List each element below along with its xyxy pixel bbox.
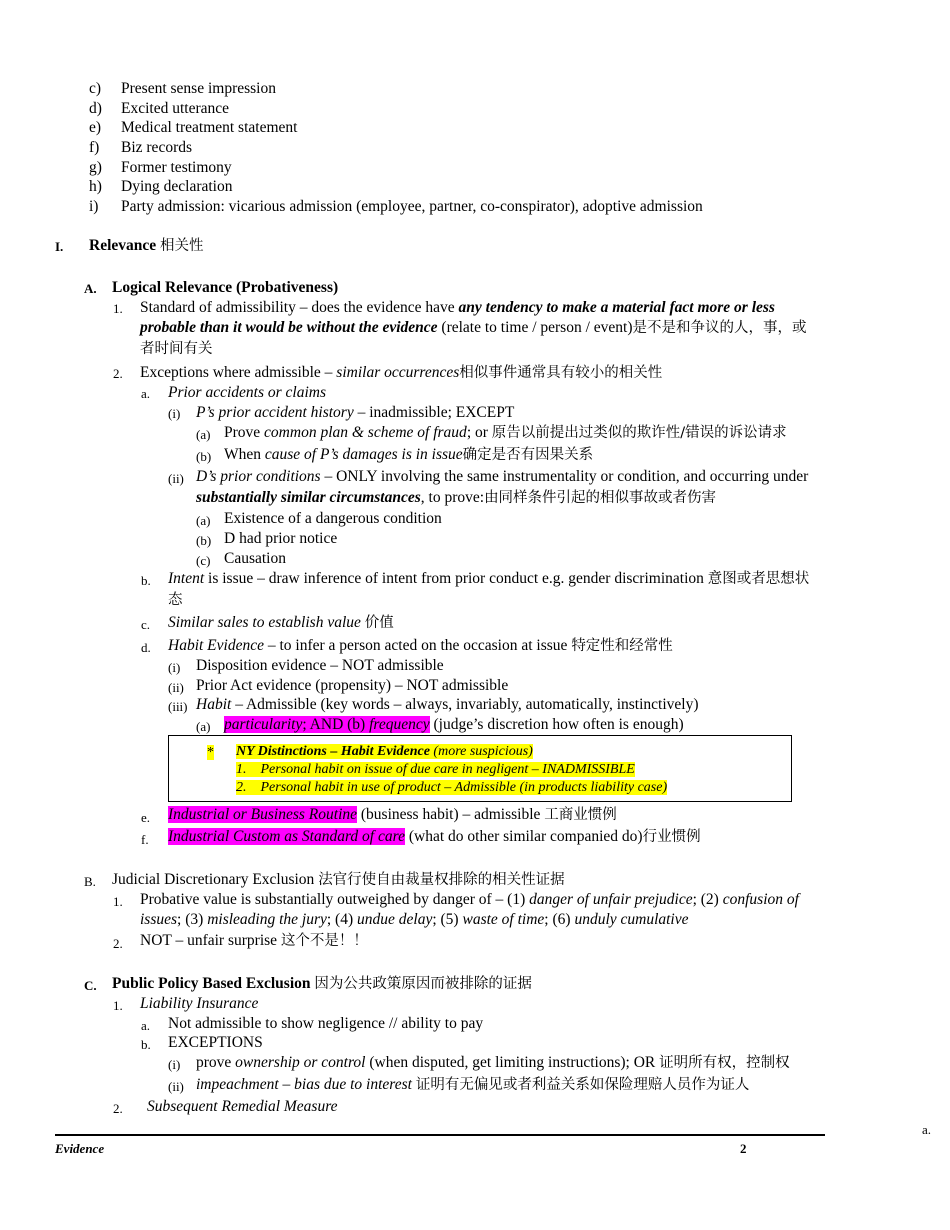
text: is issue – draw inference of intent from prior conduct e.g. gender discrimination: [204, 570, 708, 587]
paragraph-line: [140, 320, 807, 336]
list-marker: i): [89, 198, 99, 215]
text: NOT – unfair surprise: [140, 932, 281, 949]
list-marker: (a): [196, 719, 211, 734]
paragraph-line: Probative value is substantially outweighed by danger of – (1) danger of unfair prejudice; (2) confusion of: [140, 891, 799, 908]
subsection-marker: C.: [84, 978, 97, 993]
list-item: Causation: [224, 550, 286, 567]
list-marker: 1.: [113, 301, 123, 316]
text: – ONLY involving the same instrumentality or condition, and occurring under: [320, 468, 809, 485]
list-item: Former testimony: [121, 159, 232, 176]
list-marker: (iii): [168, 699, 188, 714]
text: ; or: [466, 424, 492, 441]
list-item: [196, 405, 514, 421]
list-item-continued: 态: [168, 592, 183, 608]
box-line: 1. Personal habit on issue of due care in negligent – INADMISSIBLE: [236, 762, 635, 777]
highlighted-term: Industrial Custom as Standard of care: [168, 828, 405, 845]
list-item: Disposition evidence – NOT admissible: [196, 657, 444, 674]
text: Exceptions where admissible –: [140, 364, 337, 381]
text-zh: 工商业惯例: [544, 807, 617, 823]
subsection-title: Logical Relevance (Probativeness): [112, 279, 339, 296]
text: – inadmissible; EXCEPT: [353, 404, 515, 421]
text: ; AND (b): [302, 716, 370, 733]
list-marker: b.: [141, 1037, 151, 1052]
list-marker: (b): [196, 533, 212, 548]
list-item: Present sense impression: [121, 80, 276, 97]
text: – to infer a person acted on the occasion at issue: [263, 637, 572, 654]
list-item: [168, 807, 617, 823]
list-item: Dying declaration: [121, 178, 233, 195]
list-marker: (a): [196, 427, 211, 442]
subsection-title: Public Policy Based Exclusion: [112, 975, 315, 992]
list-marker: d.: [141, 640, 151, 655]
text-zh: 行业惯例: [642, 829, 701, 845]
text: When: [224, 446, 265, 463]
paragraph-line: issues; (3) misleading the jury; (4) undue delay; (5) waste of time; (6) unduly cumulative: [140, 911, 689, 928]
list-marker: b.: [141, 573, 151, 588]
emphasis: Similar sales to establish value: [168, 614, 365, 631]
text: , to prove:: [420, 489, 485, 506]
list-marker: (ii): [168, 471, 184, 486]
text: (judge’s discretion how often is enough): [429, 716, 684, 733]
list-item-continued: [196, 490, 716, 506]
paragraph-line: [140, 365, 662, 381]
list-marker: a.: [141, 386, 151, 401]
box-bullet: *: [207, 745, 214, 760]
list-marker: e): [89, 119, 102, 136]
list-item: [168, 638, 673, 654]
list-item: [224, 447, 593, 463]
list-item: EXCEPTIONS: [168, 1034, 263, 1051]
list-marker: c): [89, 80, 102, 97]
text-zh: 价值: [364, 615, 394, 631]
list-item: [224, 425, 787, 441]
emphasis: Intent: [168, 570, 205, 587]
list-marker: g): [89, 159, 102, 176]
subsection-marker: B.: [84, 874, 96, 889]
list-marker: (i): [168, 406, 181, 421]
emphasis: cause of P’s damages is in issue: [264, 446, 463, 463]
list-item: Medical treatment statement: [121, 119, 298, 136]
emphasis: substantially similar circumstances: [196, 489, 421, 506]
list-item: Excited utterance: [121, 100, 230, 117]
list-marker: 2.: [113, 366, 123, 381]
list-item: [168, 615, 394, 631]
list-marker: f): [89, 139, 100, 156]
section-heading: [89, 238, 204, 254]
text-zh: 相似事件通常具有较小的相关性: [459, 365, 663, 381]
text-zh: 这个不是！！: [280, 933, 368, 949]
list-item: Subsequent Remedial Measure: [147, 1098, 338, 1115]
list-item: Prior accidents or claims: [168, 384, 326, 401]
footer-rule: [55, 1134, 825, 1136]
list-item: [196, 469, 808, 485]
emphasis: probable than it would be without the evidence: [140, 319, 438, 336]
highlighted-term: frequency: [369, 716, 430, 733]
subsection-heading: [112, 976, 532, 992]
list-marker: f.: [141, 832, 149, 847]
list-marker: c.: [141, 617, 151, 632]
emphasis: D’s prior conditions: [196, 468, 321, 485]
list-item: Party admission: vicarious admission (employee, partner, co-conspirator), adoptive admission: [121, 198, 703, 215]
list-marker: e.: [141, 810, 151, 825]
subsection-title: Judicial Discretionary Exclusion: [112, 871, 319, 888]
list-item: Not admissible to show negligence // ability to pay: [168, 1015, 484, 1032]
paragraph-line: [140, 933, 368, 949]
list-marker: (c): [196, 553, 211, 568]
page-number: 2: [740, 1141, 747, 1156]
list-marker: h): [89, 178, 102, 195]
text-zh: 意图或者思想状: [707, 571, 810, 587]
text: Standard of admissibility – does the evidence have: [140, 299, 459, 316]
text-zh: 由同样条件引起的相似事故或者伤害: [484, 490, 717, 506]
text-zh: 确定是否有因果关系: [462, 447, 594, 463]
text-zh: 特定性和经常性: [571, 638, 673, 654]
text: – Admissible (key words – always, invariably, automatically, instinctively): [231, 696, 699, 713]
list-marker: 2.: [113, 936, 123, 951]
box-title: NY Distinctions – Habit Evidence: [236, 744, 430, 759]
emphasis: P’s prior accident history: [196, 404, 354, 421]
list-marker: (b): [196, 449, 212, 464]
list-marker: (ii): [168, 1079, 184, 1094]
highlighted-term: Industrial or Business Routine: [168, 806, 358, 823]
list-item: Liability Insurance: [140, 995, 259, 1012]
list-item: D had prior notice: [224, 530, 338, 547]
emphasis: Habit: [196, 696, 232, 713]
text: (what do other similar companied do): [404, 828, 643, 845]
list-marker: 2.: [113, 1101, 123, 1116]
list-item: Biz records: [121, 139, 193, 156]
subsection-marker: A.: [84, 281, 97, 296]
list-item: [196, 697, 699, 713]
list-marker: (a): [196, 513, 211, 528]
list-marker: 1.: [113, 998, 123, 1013]
list-marker: 1.: [113, 894, 123, 909]
list-item: Existence of a dangerous condition: [224, 510, 442, 527]
list-item: prove ownership or control (when disputed, get limiting instructions); OR 证明所有权，控制权: [196, 1054, 790, 1071]
list-marker: (ii): [168, 680, 184, 695]
text-zh: 原告以前提出过类似的欺诈性/错误的诉讼请求: [491, 425, 787, 441]
section-title-zh: 相关性: [160, 238, 204, 254]
paragraph-line: [140, 300, 775, 316]
subsection-title-zh: 因为公共政策原因而被排除的证据: [314, 976, 532, 992]
box-title-line: [236, 745, 533, 759]
text: Prove: [224, 424, 265, 441]
text: (relate to time / person / event): [437, 319, 633, 336]
text: (business habit) – admissible: [357, 806, 545, 823]
highlighted-term: particularity: [224, 716, 303, 733]
subsection-title-zh: 法官行使自由裁量权排除的相关性证据: [318, 872, 565, 888]
stray-marker: a.: [922, 1122, 932, 1137]
section-title: Relevance: [89, 237, 157, 254]
list-item: [168, 829, 701, 845]
list-item: [224, 717, 684, 733]
emphasis: common plan & scheme of fraud: [264, 424, 467, 441]
list-marker: d): [89, 100, 102, 117]
emphasis: similar occurrences: [336, 364, 460, 381]
list-marker: (i): [168, 660, 181, 675]
list-item: impeachment – bias due to interest 证明有无偏见或者利益关系如保险理赔人员作为证人: [196, 1076, 750, 1093]
paragraph-line: 者时间有关: [140, 341, 213, 357]
text-zh: 是不是和争议的人，事，或: [632, 320, 807, 336]
emphasis: any tendency to make a material fact more or less: [458, 299, 775, 316]
emphasis: Habit Evidence: [168, 637, 264, 654]
box-subtitle: (more suspicious): [429, 744, 533, 759]
list-marker: a.: [141, 1018, 151, 1033]
footer-title: Evidence: [55, 1141, 105, 1156]
list-marker: (i): [168, 1057, 181, 1072]
section-marker: I.: [55, 239, 64, 254]
list-item: [168, 571, 809, 587]
box-line: 2. Personal habit in use of product – Admissible (in products liability case): [236, 780, 668, 795]
subsection-heading: [112, 872, 565, 888]
list-item: Prior Act evidence (propensity) – NOT admissible: [196, 677, 509, 694]
